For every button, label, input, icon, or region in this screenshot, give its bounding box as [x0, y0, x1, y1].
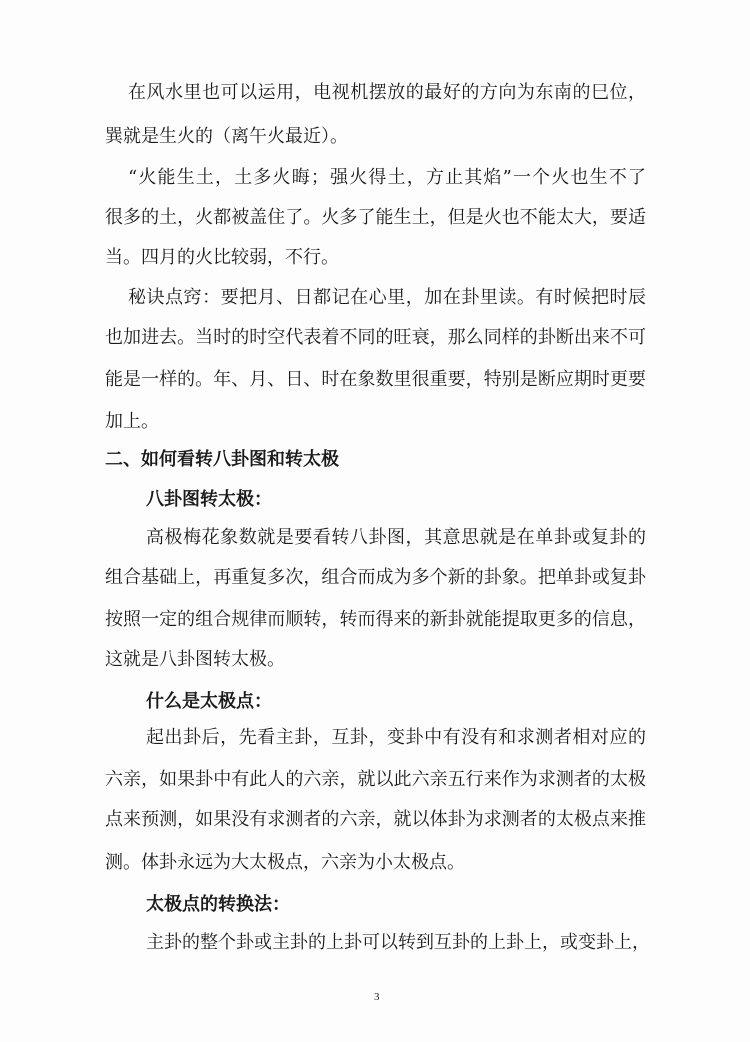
text-line: 秘诀点窍：要把月、日都记在心里，加在卦里读。有时候把时辰	[128, 287, 646, 308]
text-line: 六亲，如果卦中有此人的六亲，就以此六亲五行来作为求测者的太极	[105, 769, 646, 790]
text-line: 高极梅花象数就是要看转八卦图，其意思就是在单卦或复卦的	[146, 527, 646, 548]
subheading: 什么是太极点：	[146, 691, 272, 712]
text-line: 点来预测，如果没有求测者的六亲，就以体卦为求测者的太极点来推	[105, 809, 646, 830]
text-line: 起出卦后，先看主卦，互卦，变卦中有没有和求测者相对应的	[146, 727, 646, 748]
text-line: 在风水里也可以运用，电视机摆放的最好的方向为东南的巳位，	[128, 82, 646, 103]
page-number: 3	[374, 991, 380, 1003]
section-heading: 二、如何看转八卦图和转太极	[105, 449, 339, 470]
text-line: 加上。	[105, 411, 159, 432]
text-line: 组合基础上，再重复多次，组合而成为多个新的卦象。把单卦或复卦	[105, 567, 646, 588]
text-line: 主卦的整个卦或主卦的上卦可以转到互卦的上卦上，或变卦上，	[146, 932, 650, 953]
text-line: 也加进去。当时的时空代表着不同的旺衰，那么同样的卦断出来不可	[105, 327, 646, 348]
text-line: 当。四月的火比较弱，不行。	[105, 247, 339, 268]
subheading: 太极点的转换法：	[146, 894, 290, 915]
text-line: 巽就是生火的（离午火最近）。	[105, 126, 348, 147]
text-line: 这就是八卦图转太极。	[105, 649, 285, 670]
text-line: 能是一样的。年、月、日、时在象数里很重要，特别是断应期时更要	[105, 369, 646, 390]
text-line: 很多的土，火都被盖住了。火多了能生土，但是火也不能太大，要适	[105, 207, 646, 228]
text-line: “火能生土，土多火晦；强火得土，方止其焰”一个火也生不了	[128, 167, 646, 188]
text-line: 按照一定的组合规律而顺转，转而得来的新卦就能提取更多的信息，	[105, 609, 646, 630]
subheading: 八卦图转太极：	[146, 489, 272, 510]
text-line: 测。体卦永远为大太极点，六亲为小太极点。	[105, 852, 465, 873]
